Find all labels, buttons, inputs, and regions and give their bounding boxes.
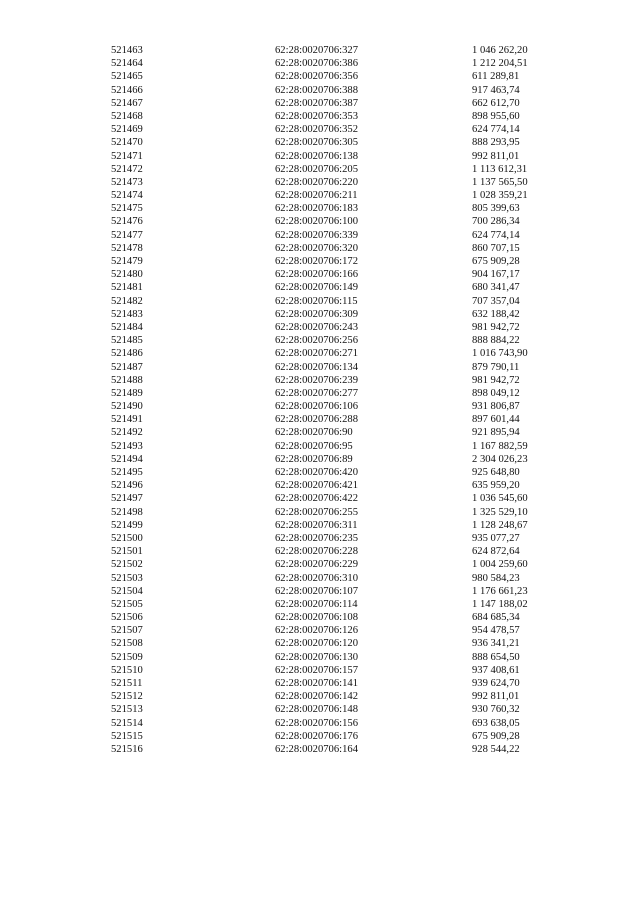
table-row — [0, 202, 640, 215]
value-cell: 981 942,72 — [472, 321, 520, 333]
table-row — [0, 664, 640, 677]
cadastral-number-cell: 62:28:0020706:211 — [275, 190, 358, 202]
cadastral-number-cell: 62:28:0020706:115 — [275, 295, 358, 307]
table-row — [0, 123, 640, 136]
cadastral-number-cell: 62:28:0020706:421 — [275, 480, 358, 492]
cadastral-number-cell: 62:28:0020706:220 — [275, 176, 358, 188]
cadastral-number-cell: 62:28:0020706:228 — [275, 546, 358, 558]
value-cell: 931 806,87 — [472, 401, 520, 413]
cadastral-number-cell: 62:28:0020706:166 — [275, 269, 358, 281]
table-row — [0, 677, 640, 690]
table-row — [0, 743, 640, 756]
row-number-cell: 521495 — [111, 467, 143, 478]
value-cell: 805 399,63 — [472, 203, 520, 215]
table-row — [0, 84, 640, 97]
cadastral-number-cell: 62:28:0020706:388 — [275, 84, 358, 96]
table-row — [0, 215, 640, 228]
table-row — [0, 295, 640, 308]
value-cell: 1 147 188,02 — [472, 598, 528, 610]
table-row — [0, 70, 640, 83]
row-number-cell: 521501 — [111, 546, 143, 558]
table-row — [0, 703, 640, 716]
table-row — [0, 519, 640, 532]
table-row — [0, 717, 640, 730]
cadastral-number-cell: 62:28:0020706:386 — [275, 58, 358, 70]
value-cell: 1 137 565,50 — [472, 176, 528, 188]
row-number-cell: 521486 — [111, 348, 143, 360]
value-cell: 1 004 259,60 — [472, 559, 528, 571]
cadastral-number-cell: 62:28:0020706:107 — [275, 585, 358, 597]
value-cell: 1 167 882,59 — [472, 440, 528, 452]
data-table — [0, 44, 640, 756]
value-cell: 928 544,22 — [472, 743, 520, 755]
table-row — [0, 176, 640, 189]
value-cell: 624 774,14 — [472, 229, 520, 241]
cadastral-number-cell: 62:28:0020706:138 — [275, 150, 358, 162]
cadastral-number-cell: 62:28:0020706:235 — [275, 532, 358, 544]
table-row — [0, 110, 640, 123]
cadastral-number-cell: 62:28:0020706:353 — [275, 110, 358, 122]
table-row — [0, 281, 640, 294]
table-row — [0, 321, 640, 334]
table-row — [0, 479, 640, 492]
value-cell: 930 760,32 — [472, 704, 520, 716]
table-row — [0, 453, 640, 466]
table-row — [0, 651, 640, 664]
value-cell: 624 774,14 — [472, 124, 520, 136]
value-cell: 921 895,94 — [472, 427, 520, 439]
table-row — [0, 334, 640, 347]
row-number-cell: 521508 — [111, 638, 143, 650]
value-cell: 1 176 661,23 — [472, 585, 528, 597]
row-number-cell: 521468 — [111, 110, 143, 122]
cadastral-number-cell: 62:28:0020706:89 — [275, 453, 353, 465]
cadastral-number-cell: 62:28:0020706:311 — [275, 519, 358, 531]
cadastral-number-cell: 62:28:0020706:327 — [275, 45, 358, 56]
row-number-cell: 521509 — [111, 651, 143, 663]
cadastral-number-cell: 62:28:0020706:183 — [275, 203, 358, 215]
table-row — [0, 690, 640, 703]
row-number-cell: 521504 — [111, 585, 143, 597]
table-row — [0, 57, 640, 70]
table-row — [0, 347, 640, 360]
value-cell: 1 028 359,21 — [472, 190, 528, 202]
value-cell: 936 341,21 — [472, 638, 520, 650]
table-row — [0, 374, 640, 387]
cadastral-number-cell: 62:28:0020706:356 — [275, 71, 358, 83]
cadastral-number-cell: 62:28:0020706:126 — [275, 625, 358, 637]
row-number-cell: 521512 — [111, 691, 143, 703]
value-cell: 925 648,80 — [472, 467, 520, 478]
cadastral-number-cell: 62:28:0020706:422 — [275, 493, 358, 505]
row-number-cell: 521469 — [111, 124, 143, 136]
cadastral-number-cell: 62:28:0020706:149 — [275, 282, 358, 294]
value-cell: 707 357,04 — [472, 295, 520, 307]
cadastral-number-cell: 62:28:0020706:95 — [275, 440, 353, 452]
value-cell: 879 790,11 — [472, 361, 520, 373]
value-cell: 1 046 262,20 — [472, 45, 528, 56]
table-row — [0, 97, 640, 110]
row-number-cell: 521513 — [111, 704, 143, 716]
cadastral-number-cell: 62:28:0020706:339 — [275, 229, 358, 241]
cadastral-number-cell: 62:28:0020706:114 — [275, 598, 358, 610]
table-row — [0, 361, 640, 374]
cadastral-number-cell: 62:28:0020706:142 — [275, 691, 358, 703]
cadastral-number-cell: 62:28:0020706:420 — [275, 467, 358, 478]
cadastral-number-cell: 62:28:0020706:90 — [275, 427, 353, 439]
row-number-cell: 521474 — [111, 190, 143, 202]
value-cell: 611 289,81 — [472, 71, 520, 83]
table-row — [0, 624, 640, 637]
row-number-cell: 521481 — [111, 282, 143, 294]
table-row — [0, 413, 640, 426]
row-number-cell: 521492 — [111, 427, 143, 439]
value-cell: 662 612,70 — [472, 97, 520, 109]
value-cell: 700 286,34 — [472, 216, 520, 228]
cadastral-number-cell: 62:28:0020706:288 — [275, 414, 358, 426]
row-number-cell: 521491 — [111, 414, 143, 426]
row-number-cell: 521477 — [111, 229, 143, 241]
table-row — [0, 255, 640, 268]
value-cell: 981 942,72 — [472, 374, 520, 386]
row-number-cell: 521507 — [111, 625, 143, 637]
cadastral-number-cell: 62:28:0020706:271 — [275, 348, 358, 360]
row-number-cell: 521487 — [111, 361, 143, 373]
table-row — [0, 492, 640, 505]
value-cell: 992 811,01 — [472, 691, 520, 703]
table-row — [0, 585, 640, 598]
row-number-cell: 521502 — [111, 559, 143, 571]
table-row — [0, 44, 640, 57]
table-row — [0, 506, 640, 519]
table-row — [0, 229, 640, 242]
table-row — [0, 730, 640, 743]
table-row — [0, 400, 640, 413]
table-row — [0, 558, 640, 571]
cadastral-number-cell: 62:28:0020706:134 — [275, 361, 358, 373]
row-number-cell: 521471 — [111, 150, 143, 162]
cadastral-number-cell: 62:28:0020706:255 — [275, 506, 358, 518]
row-number-cell: 521515 — [111, 730, 143, 742]
cadastral-number-cell: 62:28:0020706:108 — [275, 612, 358, 624]
value-cell: 680 341,47 — [472, 282, 520, 294]
row-number-cell: 521506 — [111, 612, 143, 624]
row-number-cell: 521498 — [111, 506, 143, 518]
row-number-cell: 521496 — [111, 480, 143, 492]
row-number-cell: 521494 — [111, 453, 143, 465]
value-cell: 675 909,28 — [472, 730, 520, 742]
value-cell: 897 601,44 — [472, 414, 520, 426]
value-cell: 624 872,64 — [472, 546, 520, 558]
cadastral-number-cell: 62:28:0020706:156 — [275, 717, 358, 729]
row-number-cell: 521476 — [111, 216, 143, 228]
value-cell: 888 293,95 — [472, 137, 520, 149]
cadastral-number-cell: 62:28:0020706:130 — [275, 651, 358, 663]
value-cell: 684 685,34 — [472, 612, 520, 624]
row-number-cell: 521500 — [111, 532, 143, 544]
value-cell: 954 478,57 — [472, 625, 520, 637]
value-cell: 1 113 612,31 — [472, 163, 528, 175]
table-row — [0, 150, 640, 163]
row-number-cell: 521482 — [111, 295, 143, 307]
row-number-cell: 521480 — [111, 269, 143, 281]
value-cell: 904 167,17 — [472, 269, 520, 281]
cadastral-number-cell: 62:28:0020706:277 — [275, 387, 358, 399]
value-cell: 898 049,12 — [472, 387, 520, 399]
value-cell: 917 463,74 — [472, 84, 520, 96]
row-number-cell: 521505 — [111, 598, 143, 610]
row-number-cell: 521514 — [111, 717, 143, 729]
row-number-cell: 521516 — [111, 743, 143, 755]
value-cell: 693 638,05 — [472, 717, 520, 729]
row-number-cell: 521499 — [111, 519, 143, 531]
row-number-cell: 521511 — [111, 678, 143, 689]
table-row — [0, 242, 640, 255]
cadastral-number-cell: 62:28:0020706:387 — [275, 97, 358, 109]
value-cell: 1 212 204,51 — [472, 58, 528, 70]
value-cell: 888 884,22 — [472, 335, 520, 347]
value-cell: 888 654,50 — [472, 651, 520, 663]
table-row — [0, 572, 640, 585]
table-row — [0, 466, 640, 479]
row-number-cell: 521490 — [111, 401, 143, 413]
table-row — [0, 136, 640, 149]
cadastral-number-cell: 62:28:0020706:239 — [275, 374, 358, 386]
value-cell: 675 909,28 — [472, 256, 520, 267]
table-row — [0, 440, 640, 453]
row-number-cell: 521485 — [111, 335, 143, 347]
value-cell: 937 408,61 — [472, 664, 520, 676]
row-number-cell: 521463 — [111, 45, 143, 56]
cadastral-number-cell: 62:28:0020706:141 — [275, 678, 358, 689]
table-row — [0, 532, 640, 545]
value-cell: 632 188,42 — [472, 308, 520, 320]
value-cell: 860 707,15 — [472, 242, 520, 254]
row-number-cell: 521488 — [111, 374, 143, 386]
row-number-cell: 521503 — [111, 572, 143, 584]
value-cell: 1 128 248,67 — [472, 519, 528, 531]
row-number-cell: 521464 — [111, 58, 143, 70]
value-cell: 1 036 545,60 — [472, 493, 528, 505]
row-number-cell: 521470 — [111, 137, 143, 149]
table-row — [0, 308, 640, 321]
row-number-cell: 521484 — [111, 321, 143, 333]
value-cell: 939 624,70 — [472, 678, 520, 689]
cadastral-number-cell: 62:28:0020706:120 — [275, 638, 358, 650]
value-cell: 980 584,23 — [472, 572, 520, 584]
table-row — [0, 598, 640, 611]
row-number-cell: 521483 — [111, 308, 143, 320]
row-number-cell: 521497 — [111, 493, 143, 505]
cadastral-number-cell: 62:28:0020706:310 — [275, 572, 358, 584]
value-cell: 2 304 026,23 — [472, 453, 528, 465]
table-row — [0, 387, 640, 400]
row-number-cell: 521467 — [111, 97, 143, 109]
cadastral-number-cell: 62:28:0020706:243 — [275, 321, 358, 333]
row-number-cell: 521466 — [111, 84, 143, 96]
cadastral-number-cell: 62:28:0020706:320 — [275, 242, 358, 254]
cadastral-number-cell: 62:28:0020706:100 — [275, 216, 358, 228]
cadastral-number-cell: 62:28:0020706:148 — [275, 704, 358, 716]
cadastral-number-cell: 62:28:0020706:256 — [275, 335, 358, 347]
row-number-cell: 521493 — [111, 440, 143, 452]
table-row — [0, 426, 640, 439]
row-number-cell: 521489 — [111, 387, 143, 399]
value-cell: 992 811,01 — [472, 150, 520, 162]
row-number-cell: 521479 — [111, 256, 143, 267]
table-row — [0, 268, 640, 281]
row-number-cell: 521475 — [111, 203, 143, 215]
table-row — [0, 611, 640, 624]
value-cell: 898 955,60 — [472, 110, 520, 122]
cadastral-number-cell: 62:28:0020706:205 — [275, 163, 358, 175]
table-row — [0, 545, 640, 558]
cadastral-number-cell: 62:28:0020706:164 — [275, 743, 358, 755]
cadastral-number-cell: 62:28:0020706:305 — [275, 137, 358, 149]
row-number-cell: 521472 — [111, 163, 143, 175]
table-row — [0, 163, 640, 176]
cadastral-number-cell: 62:28:0020706:157 — [275, 664, 358, 676]
value-cell: 935 077,27 — [472, 532, 520, 544]
value-cell: 1 325 529,10 — [472, 506, 528, 518]
cadastral-number-cell: 62:28:0020706:309 — [275, 308, 358, 320]
cadastral-number-cell: 62:28:0020706:176 — [275, 730, 358, 742]
cadastral-number-cell: 62:28:0020706:229 — [275, 559, 358, 571]
table-row — [0, 189, 640, 202]
row-number-cell: 521510 — [111, 664, 143, 676]
value-cell: 635 959,20 — [472, 480, 520, 492]
row-number-cell: 521465 — [111, 71, 143, 83]
value-cell: 1 016 743,90 — [472, 348, 528, 360]
row-number-cell: 521478 — [111, 242, 143, 254]
cadastral-number-cell: 62:28:0020706:352 — [275, 124, 358, 136]
row-number-cell: 521473 — [111, 176, 143, 188]
cadastral-number-cell: 62:28:0020706:172 — [275, 256, 358, 267]
table-row — [0, 637, 640, 650]
cadastral-number-cell: 62:28:0020706:106 — [275, 401, 358, 413]
